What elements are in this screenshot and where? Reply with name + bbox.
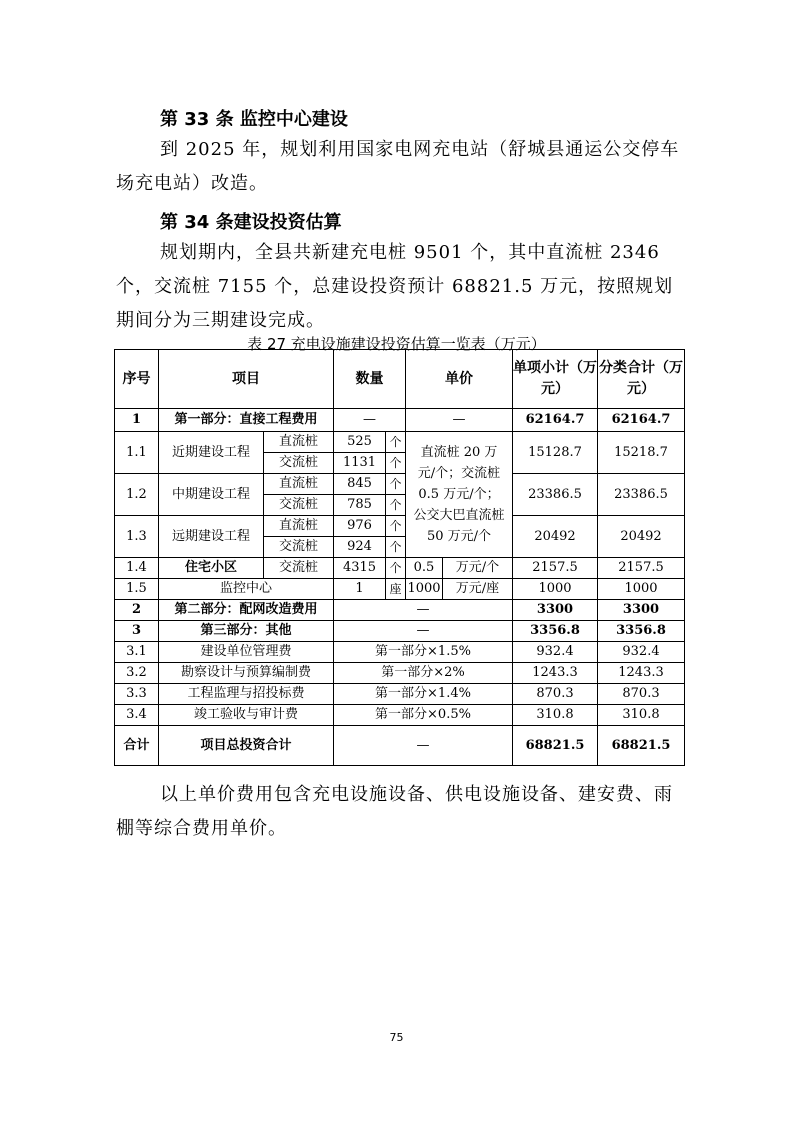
cell-basis: 第一部分×0.5% <box>334 705 513 726</box>
cell-seq: 1.1 <box>115 432 159 474</box>
table-row <box>115 474 685 495</box>
cell-subtotal: 23386.5 <box>513 474 598 516</box>
cell-subtotal: 870.3 <box>513 684 598 705</box>
header-qty: 数量 <box>334 350 406 409</box>
cell-name: 近期建设工程 <box>159 432 264 474</box>
cell-unit: 座 <box>386 579 406 600</box>
section-33-heading: 第 33 条 监控中心建设 <box>160 109 348 130</box>
table-row <box>115 516 685 537</box>
cell-basis: — <box>334 726 513 766</box>
table-row <box>115 663 685 684</box>
cell-qty: 1131 <box>334 453 386 474</box>
cell-total: 870.3 <box>598 684 685 705</box>
cell-unit: 个 <box>386 495 406 516</box>
cell-total: 68821.5 <box>598 726 685 766</box>
cell-seq: 2 <box>115 600 159 621</box>
cell-seq: 1.2 <box>115 474 159 516</box>
cell-qty: 785 <box>334 495 386 516</box>
cell-price: 0.5 <box>406 558 443 579</box>
cell-type: 直流桩 <box>264 474 334 495</box>
cell-total: 1000 <box>598 579 685 600</box>
table-row <box>115 432 685 453</box>
cell-total: 1243.3 <box>598 663 685 684</box>
table-row <box>115 600 685 621</box>
cell-subtotal: 3300 <box>513 600 598 621</box>
cell-price: — <box>406 409 513 432</box>
cell-name: 建设单位管理费 <box>159 642 334 663</box>
cell-name: 第一部分：直接工程费用 <box>159 409 334 432</box>
cell-unit: 个 <box>386 558 406 579</box>
header-subtotal: 单项小计（万元） <box>513 350 598 409</box>
cell-subtotal: 15128.7 <box>513 432 598 474</box>
cell-subtotal: 2157.5 <box>513 558 598 579</box>
cell-total: 20492 <box>598 516 685 558</box>
cell-name: 第三部分：其他 <box>159 621 334 642</box>
cell-total: 3300 <box>598 600 685 621</box>
cell-subtotal: 932.4 <box>513 642 598 663</box>
cell-qty: 1 <box>334 579 386 600</box>
investment-table <box>114 349 685 766</box>
cell-qty: 525 <box>334 432 386 453</box>
table-row <box>115 579 685 600</box>
cell-seq: 3.3 <box>115 684 159 705</box>
cell-basis: — <box>334 621 513 642</box>
page-number: 75 <box>389 1031 404 1044</box>
table-row <box>115 558 685 579</box>
cell-basis: — <box>334 600 513 621</box>
cell-price-unit: 万元/个 <box>443 558 513 579</box>
cell-total: 932.4 <box>598 642 685 663</box>
section-34-heading: 第 34 条建设投资估算 <box>160 212 342 233</box>
table-row <box>115 642 685 663</box>
cell-type: 直流桩 <box>264 432 334 453</box>
cell-subtotal: 68821.5 <box>513 726 598 766</box>
cell-seq: 3.2 <box>115 663 159 684</box>
cell-name: 远期建设工程 <box>159 516 264 558</box>
cell-price-note: 直流桩 20 万元/个；交流桩 0.5 万元/个；公交大巴直流桩 50 万元/个 <box>406 432 513 558</box>
table-row <box>115 409 685 432</box>
header-category-total: 分类合计（万元） <box>598 350 685 409</box>
table-row <box>115 705 685 726</box>
cell-qty: 976 <box>334 516 386 537</box>
cell-subtotal: 1243.3 <box>513 663 598 684</box>
cell-total: 23386.5 <box>598 474 685 516</box>
cell-qty: 845 <box>334 474 386 495</box>
total-row <box>115 726 685 766</box>
cell-subtotal: 20492 <box>513 516 598 558</box>
cell-name: 竣工验收与审计费 <box>159 705 334 726</box>
cell-price: 1000 <box>406 579 443 600</box>
cell-type: 交流桩 <box>264 495 334 516</box>
cell-unit: 个 <box>386 516 406 537</box>
section-34-text: 规划期内，全县共新建充电桩 9501 个，其中直流桩 2346 个，交流桩 7155 个，总建设投资预计 68821.5 万元，按照规划期间分为三期建设完成。 <box>116 242 674 331</box>
cell-basis: 第一部分×2% <box>334 663 513 684</box>
cell-name: 勘察设计与预算编制费 <box>159 663 334 684</box>
cell-seq: 1 <box>115 409 159 432</box>
cell-total: 2157.5 <box>598 558 685 579</box>
cell-qty: 4315 <box>334 558 386 579</box>
cell-unit: 个 <box>386 537 406 558</box>
section-33-text: 到 2025 年，规划利用国家电网充电站（舒城县通运公交停车场充电站）改造。 <box>116 139 680 194</box>
cell-type: 直流桩 <box>264 516 334 537</box>
table-row <box>115 684 685 705</box>
header-seq: 序号 <box>115 350 159 409</box>
cell-type: 交流桩 <box>264 453 334 474</box>
table-caption: 表 27 充电设施建设投资估算一览表（万元） <box>247 335 546 353</box>
cell-seq: 合计 <box>115 726 159 766</box>
cell-subtotal: 3356.8 <box>513 621 598 642</box>
cell-total: 15218.7 <box>598 432 685 474</box>
cell-seq: 1.4 <box>115 558 159 579</box>
cell-unit: 个 <box>386 453 406 474</box>
cell-unit: 个 <box>386 474 406 495</box>
cell-name: 第二部分：配网改造费用 <box>159 600 334 621</box>
cell-seq: 1.3 <box>115 516 159 558</box>
cell-name: 住宅小区 <box>159 558 264 579</box>
table-row <box>115 621 685 642</box>
header-item: 项目 <box>159 350 334 409</box>
cell-total: 3356.8 <box>598 621 685 642</box>
cell-basis: 第一部分×1.4% <box>334 684 513 705</box>
cell-name: 工程监理与招投标费 <box>159 684 334 705</box>
cell-subtotal: 62164.7 <box>513 409 598 432</box>
header-price: 单价 <box>406 350 513 409</box>
cell-name: 监控中心 <box>159 579 334 600</box>
cell-qty: — <box>334 409 406 432</box>
cell-type: 交流桩 <box>264 558 334 579</box>
header-row <box>115 350 685 409</box>
cell-name: 项目总投资合计 <box>159 726 334 766</box>
table-note: 以上单价费用包含充电设施设备、供电设施设备、建安费、雨棚等综合费用单价。 <box>116 784 673 839</box>
cell-name: 中期建设工程 <box>159 474 264 516</box>
cell-seq: 3 <box>115 621 159 642</box>
cell-total: 310.8 <box>598 705 685 726</box>
cell-basis: 第一部分×1.5% <box>334 642 513 663</box>
cell-price-unit: 万元/座 <box>443 579 513 600</box>
cell-type: 交流桩 <box>264 537 334 558</box>
cell-seq: 3.4 <box>115 705 159 726</box>
cell-total: 62164.7 <box>598 409 685 432</box>
cell-subtotal: 310.8 <box>513 705 598 726</box>
cell-qty: 924 <box>334 537 386 558</box>
cell-unit: 个 <box>386 432 406 453</box>
cell-seq: 3.1 <box>115 642 159 663</box>
cell-subtotal: 1000 <box>513 579 598 600</box>
cell-seq: 1.5 <box>115 579 159 600</box>
